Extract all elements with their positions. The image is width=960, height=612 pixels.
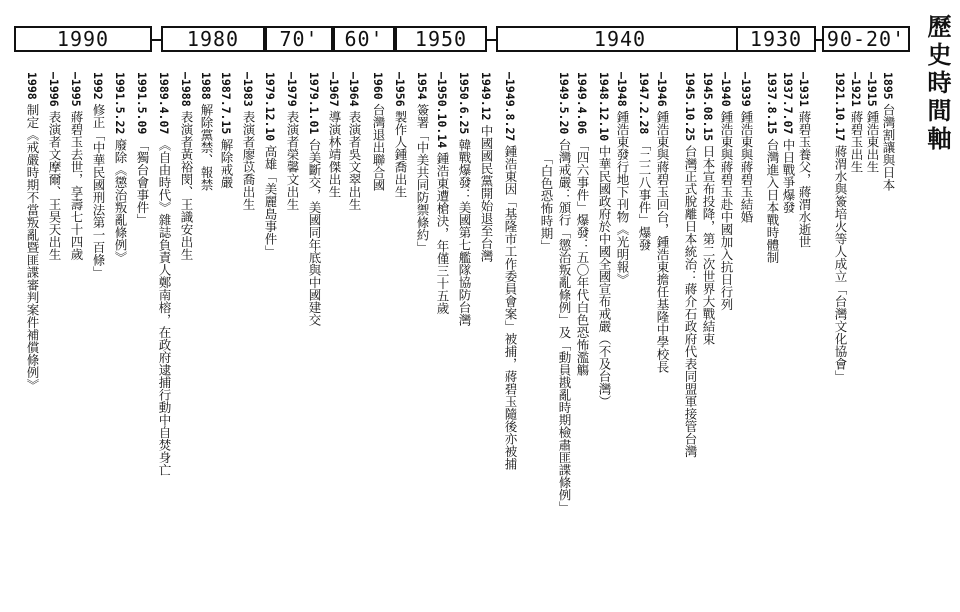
era-1980: 1980 — [161, 26, 265, 52]
event-item: —1950.10.14 鍾浩東遭槍決，年僅三十五歲 — [435, 72, 450, 315]
era-70s: 70' — [265, 26, 333, 52]
event-item: 1950.6.25 韓戰爆發：美國第七艦隊協防台灣 — [457, 72, 472, 326]
event-item: —1921 蔣碧玉出生 — [849, 72, 864, 174]
event-item: 1948.12.10 中華民國政府於中國全國宣布戒嚴（不及台灣） — [597, 72, 612, 408]
event-item: —1996 表演者文摩爾、王昊天出生 — [47, 72, 62, 261]
event-item: —1983 表演者廖苡喬出生 — [241, 72, 256, 211]
event-item: 1949.5.20 台灣戒嚴：頒行「懲治叛亂條例」及「動員戡亂時期檢肅匪諜條例」 — [557, 72, 572, 514]
event-item: —1988 表演者黃裕閔、王識安出生 — [179, 72, 194, 261]
event-item: 1991.5.22 廢除《懲治叛亂條例》 — [113, 72, 128, 264]
event-item: 1945.08.15 日本宣布投降，第二次世界大戰結束 — [701, 72, 716, 346]
event-item: —1940 鍾浩東與蔣碧玉赴中國加入抗日行列 — [719, 72, 734, 311]
era-1950: 1950 — [395, 26, 487, 52]
event-item: —1915 鍾浩東出生 — [865, 72, 880, 174]
era-1990: 1990 — [14, 26, 152, 52]
event-item: 「白色恐怖時期」 — [539, 152, 554, 252]
event-item: 1979.1.01 台美斷交，美國同年底與中國建交 — [307, 72, 322, 326]
event-item: 1949.12 中國國民黨開始退至台灣 — [479, 72, 494, 262]
event-item: —1956 製作人鍾喬出生 — [393, 72, 408, 199]
event-item: —1931 蔣碧玉養父，蔣渭水逝世 — [797, 72, 812, 249]
event-item: 1937.7.07 中日戰爭爆發 — [781, 72, 796, 214]
event-item: 1947.2.28 「二二八事件」爆發 — [637, 72, 652, 251]
page-title: 歷史時間軸 — [923, 14, 952, 154]
event-item: 1954 簽署「中美共同防禦條約」 — [415, 72, 430, 254]
era-timeline — [14, 22, 910, 58]
event-item: 1921.10.17 蔣渭水與簽培火等人成立「台灣文化協會」 — [833, 72, 848, 383]
era-1930: 1930 — [736, 26, 816, 52]
event-item: —1964 表演者吳文翠出生 — [347, 72, 362, 211]
event-item: 1987.7.15 解除戒嚴 — [219, 72, 234, 189]
event-item: —1949.8.27 鍾浩東因「基隆市工作委員會案」被捕，蔣碧玉隨後亦被捕 — [503, 72, 518, 471]
event-item: 1895 台灣割讓與日本 — [881, 72, 896, 192]
era-1890-1920: 90-20' — [822, 26, 910, 52]
era-60s: 60' — [333, 26, 395, 52]
event-item: 1937.8.15 台灣進入日本戰時體制 — [765, 72, 780, 264]
event-item: 1989.4.07 《自由時代》雜誌負責人鄭南榕，在政府逮捕行動中自焚身亡 — [157, 72, 172, 476]
event-item: 1979.12.10 高雄「美麗島事件」 — [263, 72, 278, 258]
event-item: 1988 解除黨禁、報禁 — [199, 72, 214, 192]
event-item: 1991.5.09 「獨台會事件」 — [135, 72, 150, 226]
event-item: —1946 鍾浩東與蔣碧玉回台，鍾浩東擔任基隆中學校長 — [655, 72, 670, 374]
event-item: 1945.10.25 台灣正式脫離日本統治：蔣介石政府代表同盟軍接管台灣 — [683, 72, 698, 458]
event-item: 1960 台灣退出聯合國 — [371, 72, 386, 192]
event-item: —1939 鍾浩東與蔣碧玉結婚 — [739, 72, 754, 224]
event-item: —1979 表演者榮馨文出生 — [285, 72, 300, 211]
event-item: 1998 制定《戒嚴時期不當叛亂暨匪諜審判案件補償條例》 — [25, 72, 40, 392]
event-item: —1995 蔣碧玉去世，享壽七十四歲 — [69, 72, 84, 261]
event-item: 1992 修正「中華民國刑法第一百條」 — [91, 72, 106, 279]
event-item: —1967 導演林靖傑出生 — [327, 72, 342, 199]
era-1940: 1940 — [496, 26, 744, 52]
event-item: —1948 鍾浩東發行地下刊物《光明報》 — [615, 72, 630, 286]
event-item: 1949.4.06 「四六事件」爆發：五〇年代白色恐怖濫觴 — [575, 72, 590, 376]
